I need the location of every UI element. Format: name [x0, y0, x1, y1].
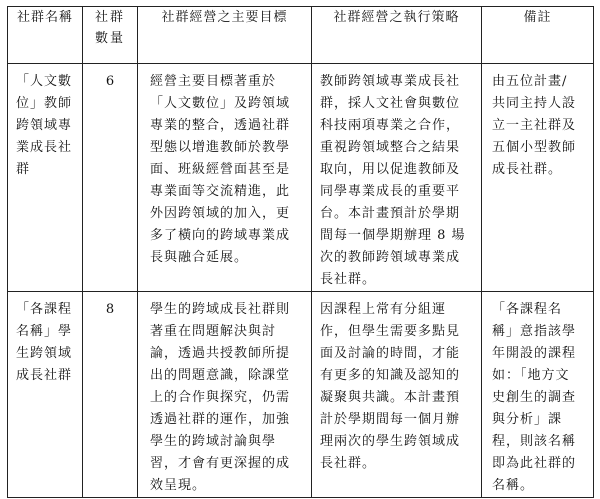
cell-goal	[138, 292, 312, 498]
community-name: 「人文數位」教師跨領域專業成長社群	[16, 74, 73, 177]
header-notes-label: 備註	[523, 10, 552, 25]
header-strategy	[312, 7, 482, 64]
community-notes: 由五位計畫/共同主持人設立一主社群及五個小型教師成長社群。	[492, 74, 577, 177]
header-goal-label: 社群經營之主要目標	[161, 10, 288, 25]
cell-count	[83, 64, 138, 292]
community-goal: 經營主要目標著重於「人文數位」及跨領域專業的整合，透過社群型態以增進教師於教學面、班級經營面甚至是專業面等交流精進，此外因跨領域的加入，更多了橫向的跨域專業成長與融合延展。	[150, 74, 291, 265]
cell-notes	[482, 64, 594, 292]
community-goal: 學生的跨域成長社群則著重在問題解決與討論，透過共授教師所提出的問題意識，除課堂上的合作與探究，仍需透過社群的運作，加強學生的跨域討論與學習，才會有更深握的成效呈現。	[150, 302, 291, 493]
table-row	[8, 292, 594, 498]
header-goal	[138, 7, 312, 64]
community-strategy: 因課程上常有分組運作，但學生需要多點見面及討論的時間，才能有更多的知識及認知的凝聚與共識。本計畫預計於學期間每一個月辦理兩次的學生跨領域成長社群。	[320, 302, 461, 471]
community-notes: 「各課程名稱」意指該學年開設的課程如：「地方文史創生的調查與分析」課程，則該名稱即為此社群的名稱。	[492, 302, 577, 493]
header-strategy-label: 社群經營之執行策略	[333, 10, 460, 25]
community-table	[7, 6, 594, 498]
header-row	[8, 7, 594, 64]
table-row	[8, 64, 594, 292]
cell-name	[8, 64, 83, 292]
cell-strategy	[312, 292, 482, 498]
cell-name	[8, 292, 83, 498]
cell-count	[83, 292, 138, 498]
header-notes	[482, 7, 594, 64]
community-strategy: 教師跨領域專業成長社群，採人文社會與數位科技兩項專業之合作，重視跨領域整合之結果取向，用以促進教師及同學專業成長的重要平台。本計畫預計於學期間每一個學期辦理 8 場次的教師跨領域專業成長社群。	[320, 74, 466, 287]
header-count	[83, 7, 138, 64]
header-name	[8, 7, 83, 64]
cell-strategy	[312, 64, 482, 292]
cell-notes	[482, 292, 594, 498]
header-name-label: 社群名稱	[16, 10, 73, 25]
community-name: 「各課程名稱」學生跨領域成長社群	[16, 302, 73, 383]
community-count: 8	[105, 302, 115, 317]
cell-goal	[138, 64, 312, 292]
header-count-label: 社群數量	[94, 10, 125, 46]
community-count: 6	[105, 74, 115, 89]
